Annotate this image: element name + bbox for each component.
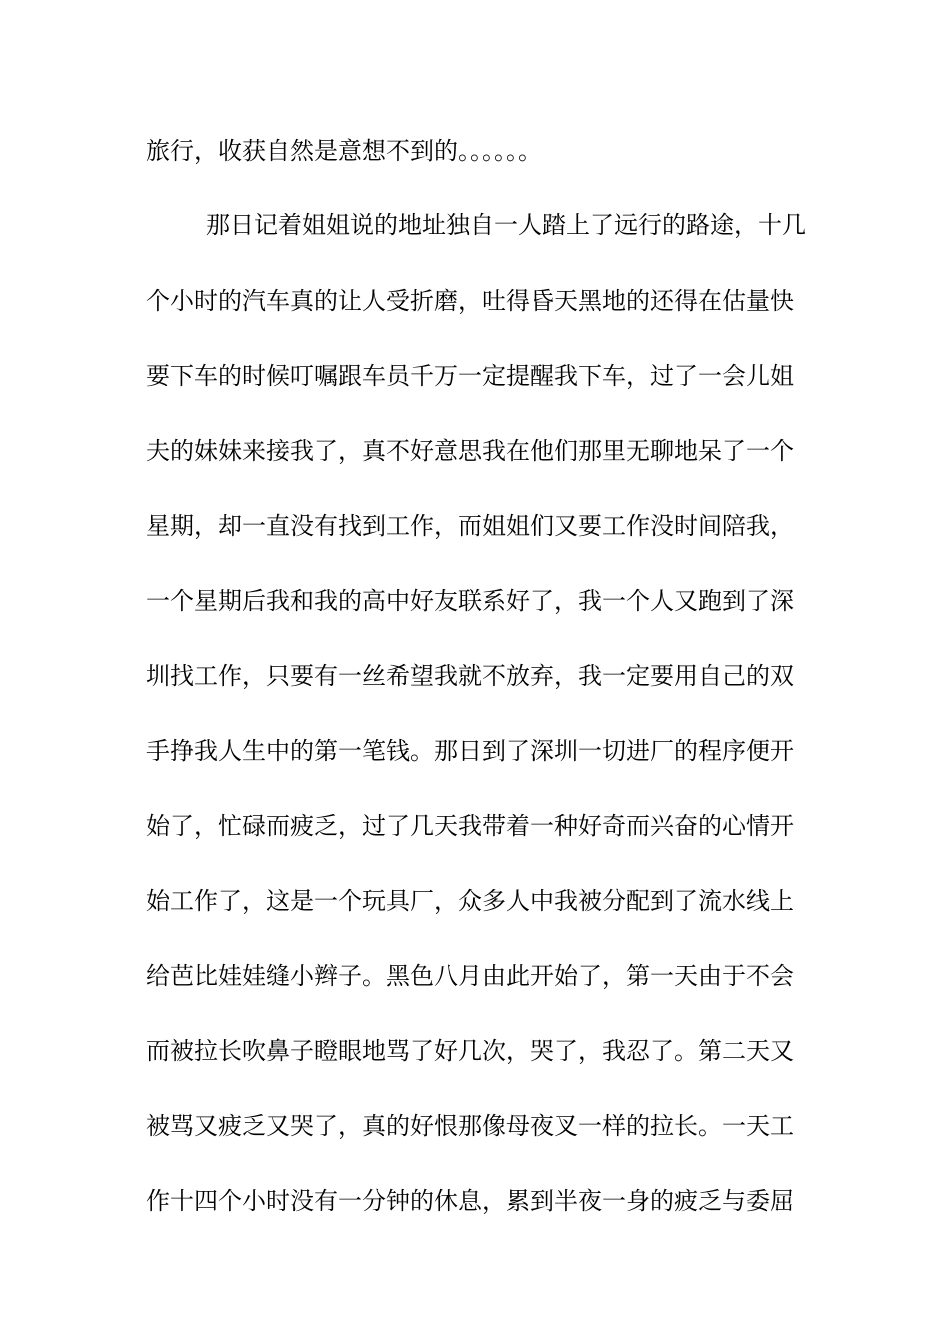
paragraph-line: 旅行，收获自然是意想不到的。。。。。。: [146, 137, 542, 165]
paragraph-line: 手挣我人生中的第一笔钱。那日到了深圳一切进厂的程序便开: [146, 737, 794, 765]
paragraph-line: 作十四个小时没有一分钟的休息，累到半夜一身的疲乏与委屈: [146, 1187, 794, 1215]
paragraph-line: 始了，忙碌而疲乏，过了几天我带着一种好奇而兴奋的心情开: [146, 812, 794, 840]
paragraph-line: 夫的妹妹来接我了，真不好意思我在他们那里无聊地呆了一个: [146, 437, 794, 465]
paragraph-first-line: 那日记着姐姐说的地址独自一人踏上了远行的路途，十几: [206, 211, 806, 239]
paragraph-line: 要下车的时候叮嘱跟车员千万一定提醒我下车，过了一会儿姐: [146, 362, 794, 390]
paragraph-line: 圳找工作，只要有一丝希望我就不放弃，我一定要用自己的双: [146, 662, 794, 690]
paragraph-line: 被骂又疲乏又哭了，真的好恨那像母夜叉一样的拉长。一天工: [146, 1112, 794, 1140]
paragraph-line: 而被拉长吹鼻子瞪眼地骂了好几次，哭了，我忍了。第二天又: [146, 1037, 794, 1065]
paragraph-line: 始工作了，这是一个玩具厂，众多人中我被分配到了流水线上: [146, 887, 794, 915]
paragraph-line: 个小时的汽车真的让人受折磨，吐得昏天黑地的还得在估量快: [146, 287, 794, 315]
paragraph-line: 星期，却一直没有找到工作，而姐姐们又要工作没时间陪我，: [146, 512, 794, 540]
paragraph-line: 给芭比娃娃缝小辫子。黑色八月由此开始了，第一天由于不会: [146, 962, 794, 990]
paragraph-line: 一个星期后我和我的高中好友联系好了，我一个人又跑到了深: [146, 587, 794, 615]
